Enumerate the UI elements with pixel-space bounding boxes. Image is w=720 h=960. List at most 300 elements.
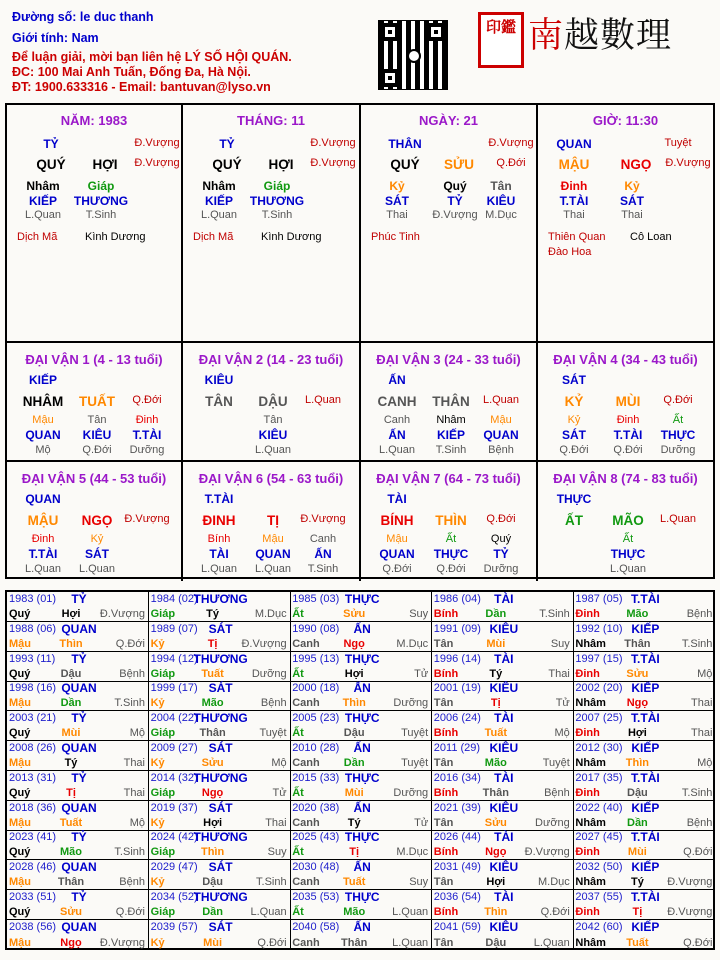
heavenly-stem: MẬU xyxy=(558,157,590,172)
growth-stage: Suy xyxy=(409,608,429,620)
annual-cell xyxy=(149,801,291,831)
earthly-branch: THÌN xyxy=(435,513,467,528)
annual-cell xyxy=(432,860,574,890)
status-label: Đ.Vượng xyxy=(665,157,711,169)
gender-line: Giới tính: Nam xyxy=(12,31,99,45)
growth-stage: Bệnh xyxy=(119,876,145,889)
hidden-stem: Bính xyxy=(207,533,231,545)
star-label: Dịch Mã xyxy=(17,231,58,243)
chart-grid xyxy=(5,103,715,579)
red-seal-icon: 印鑑 xyxy=(478,12,524,68)
year-label: 1995 (13) xyxy=(292,652,340,665)
earthly-branch: THÂN xyxy=(432,394,470,409)
star-label: Cô Loan xyxy=(630,231,672,243)
status-label: Đ.Vượng xyxy=(134,157,180,169)
god-label: SÁT xyxy=(208,919,233,934)
god-label: THƯƠNG xyxy=(193,711,248,726)
annual-cell xyxy=(7,741,149,771)
growth-stage: Bệnh xyxy=(119,667,145,680)
growth-stage: Q.Đới xyxy=(683,846,713,859)
year-branch: Hợi xyxy=(486,876,506,889)
star-label: Thiên Quan xyxy=(548,231,606,243)
growth-stage: L.Quan xyxy=(378,444,416,456)
hidden-stem: Tân xyxy=(87,414,107,426)
annual-cell xyxy=(432,920,574,950)
growth-stage: L.Quan xyxy=(609,563,647,575)
growth-stage: Thai xyxy=(548,667,570,680)
year-stem: Canh xyxy=(292,936,320,949)
growth-stage: Đ.Vượng xyxy=(99,936,145,949)
growth-stage: T.Sinh xyxy=(256,876,287,889)
growth-stage: L.Quan xyxy=(24,563,62,575)
year-branch: Tị xyxy=(632,906,643,918)
growth-stage: Thai xyxy=(690,727,713,740)
growth-stage: Dưỡng xyxy=(129,444,165,456)
annual-cell xyxy=(573,890,715,920)
growth-stage: Q.Đới xyxy=(382,563,412,575)
hidden-god: QUAN xyxy=(25,428,61,442)
status-label: Q.Đới xyxy=(496,157,526,169)
growth-stage: Q.Đới xyxy=(82,444,112,456)
heavenly-stem: QUÝ xyxy=(212,157,242,172)
annual-cell xyxy=(149,771,291,801)
growth-stage: L.Quan xyxy=(254,563,292,575)
year-branch: Mão xyxy=(626,608,649,620)
god-label: SÁT xyxy=(208,681,233,696)
year-branch: Tuất xyxy=(484,727,507,740)
god-label: QUAN xyxy=(61,919,97,934)
annual-cell xyxy=(149,622,291,652)
year-stem: Giáp xyxy=(150,906,176,918)
annual-cell xyxy=(7,622,149,652)
dai-van-title: ĐẠI VẬN 7 (64 - 73 tuổi) xyxy=(376,471,521,486)
year-label: 2035 (53) xyxy=(292,891,340,903)
year-label: 2031 (49) xyxy=(433,861,481,874)
year-branch: Mão xyxy=(343,906,366,918)
annual-cell xyxy=(432,801,574,831)
brand-logo: 南越數理 xyxy=(528,16,673,56)
year-label: 1986 (04) xyxy=(433,593,481,605)
god-label: QUAN xyxy=(61,621,97,636)
growth-stage: Thai xyxy=(563,209,585,221)
growth-stage: Mộ xyxy=(554,727,570,740)
growth-stage: Thai xyxy=(690,697,713,710)
hidden-god: THỰC xyxy=(433,547,469,561)
year-branch: Ngọ xyxy=(485,846,507,859)
god-label: TỶ xyxy=(71,890,87,904)
year-stem: Quý xyxy=(9,727,31,740)
god-label: TÀI xyxy=(494,592,514,606)
growth-stage: T.Sinh xyxy=(114,846,145,859)
star-label: Dịch Mã xyxy=(193,231,234,243)
growth-stage: T.Sinh xyxy=(85,209,117,221)
heavenly-stem: KỶ xyxy=(564,394,584,409)
growth-stage: M.Dục xyxy=(396,637,429,650)
year-label: 1999 (17) xyxy=(150,682,198,695)
year-branch: Tuất xyxy=(342,876,366,889)
growth-stage: Đ.Vượng xyxy=(667,906,713,918)
year-label: 2015 (33) xyxy=(292,771,340,784)
heavenly-stem: QUÝ xyxy=(36,157,66,172)
year-stem: Ất xyxy=(292,786,304,799)
annual-cell xyxy=(290,771,432,801)
year-stem: Ất xyxy=(292,667,304,680)
growth-stage: T.Sinh xyxy=(261,209,293,221)
hidden-god: THƯƠNG xyxy=(249,194,305,208)
year-stem: Kỷ xyxy=(150,757,165,769)
year-branch: Mùi xyxy=(344,786,364,799)
heavenly-stem: QUÝ xyxy=(390,157,420,172)
star-label: Đào Hoa xyxy=(548,246,592,258)
growth-stage: Đ.Vượng xyxy=(432,209,478,221)
hidden-god: KIÊU xyxy=(486,194,516,208)
growth-stage: Thai xyxy=(621,209,643,221)
god-label: T.TÀI xyxy=(631,711,660,726)
growth-stage: T.Sinh xyxy=(435,444,467,456)
year-label: 1984 (02) xyxy=(150,593,198,605)
god-label: THỰC xyxy=(344,830,380,845)
year-stem: Quý xyxy=(9,906,31,918)
year-branch: Dậu xyxy=(343,727,365,740)
god-label: KIÊU xyxy=(489,621,519,636)
hidden-stem: Kỷ xyxy=(624,179,640,193)
year-label: 1987 (05) xyxy=(575,593,623,605)
year-label: 2036 (54) xyxy=(433,891,481,903)
star-label: Kình Dương xyxy=(85,231,146,243)
growth-stage: Đ.Vượng xyxy=(241,637,287,650)
annual-cell xyxy=(149,681,291,711)
growth-stage: L.Quan xyxy=(392,906,429,918)
god-label: THÂN xyxy=(388,137,422,151)
year-label: 1985 (03) xyxy=(292,593,340,605)
year-label: 1994 (12) xyxy=(150,652,198,665)
annual-cell xyxy=(290,741,432,771)
year-label: 2000 (18) xyxy=(292,682,340,695)
year-label: 2023 (41) xyxy=(9,831,57,844)
annual-cell xyxy=(432,890,574,920)
growth-stage: Dưỡng xyxy=(393,697,429,710)
dai-van-box xyxy=(183,343,361,462)
year-stem: Nhâm xyxy=(575,936,606,949)
growth-stage: M.Dục xyxy=(538,876,570,889)
hidden-stem: Ất xyxy=(672,414,684,426)
year-stem: Kỷ xyxy=(150,936,165,949)
year-label: 2008 (26) xyxy=(9,742,57,754)
year-stem: Kỷ xyxy=(150,816,165,829)
growth-stage: T.Sinh xyxy=(681,786,713,799)
dai-van-box xyxy=(538,462,713,581)
god-label: THỰC xyxy=(344,890,380,904)
address-line: ĐC: 100 Mai Anh Tuấn, Đống Đa, Hà Nội. xyxy=(12,65,251,79)
god-label: TÀI xyxy=(494,890,514,904)
growth-stage: Tử xyxy=(555,697,570,710)
hidden-stem: Tân xyxy=(263,414,283,426)
god-label: T.TÀI xyxy=(204,492,234,506)
year-branch: Thìn xyxy=(625,757,649,769)
year-stem: Mậu xyxy=(9,637,31,650)
year-branch: Tị xyxy=(66,786,76,799)
year-label: 2005 (23) xyxy=(292,712,340,725)
year-branch: Tuất xyxy=(201,667,224,680)
year-branch: Dậu xyxy=(202,876,223,889)
year-stem: Tân xyxy=(433,697,454,710)
god-label: T.TÀI xyxy=(631,830,660,845)
hidden-god: T.TÀI xyxy=(613,428,643,442)
year-branch: Hợi xyxy=(61,608,81,620)
god-label: T.TÀI xyxy=(631,770,660,785)
year-stem: Mậu xyxy=(9,876,31,889)
heavenly-stem: ẤT xyxy=(565,513,583,528)
god-label: KIÊU xyxy=(489,860,519,875)
hidden-stem: Đinh xyxy=(31,533,55,545)
year-branch: Tý xyxy=(347,816,361,829)
annual-cell xyxy=(149,860,291,890)
year-stem: Mậu xyxy=(9,816,31,829)
year-label: 2020 (38) xyxy=(292,801,340,814)
year-stem: Giáp xyxy=(150,846,176,859)
growth-stage: L.Quan xyxy=(200,209,238,221)
status-label: Đ.Vượng xyxy=(310,157,356,169)
year-label: 2041 (59) xyxy=(433,920,481,933)
status-label: Đ.Vượng xyxy=(300,513,346,525)
god-label: KIÊU xyxy=(489,681,519,696)
year-stem: Bính xyxy=(433,727,459,740)
growth-stage: Đ.Vượng xyxy=(524,846,570,859)
growth-stage: Q.Đới xyxy=(540,906,570,918)
god-label: KIẾP xyxy=(631,741,660,755)
annual-cell xyxy=(149,741,291,771)
year-branch: Sửu xyxy=(201,757,224,769)
year-branch: Tị xyxy=(490,697,501,710)
heavenly-stem: BÍNH xyxy=(380,513,414,528)
growth-stage: Dưỡng xyxy=(660,444,696,456)
god-label: TỶ xyxy=(43,137,59,151)
dai-van-box xyxy=(7,343,183,462)
pillar-title: NĂM: 1983 xyxy=(60,113,128,128)
growth-stage: Bệnh xyxy=(260,697,287,710)
growth-stage: L.Quan xyxy=(78,563,116,575)
god-label: KIẾP xyxy=(631,800,660,815)
year-branch: Mão xyxy=(60,846,82,859)
heavenly-stem: MẬU xyxy=(27,513,59,528)
status-label: Đ.Vượng xyxy=(134,137,180,149)
hidden-stem: Đinh xyxy=(135,414,159,426)
year-branch: Sửu xyxy=(59,906,83,918)
year-branch: Tị xyxy=(349,846,360,859)
growth-stage: Tử xyxy=(414,667,429,680)
annual-cell xyxy=(432,652,574,682)
god-label: THƯƠNG xyxy=(193,651,248,666)
growth-stage: Thai xyxy=(123,757,145,769)
growth-stage: Thai xyxy=(123,786,145,799)
year-label: 2037 (55) xyxy=(575,891,623,903)
hidden-stem: Mậu xyxy=(262,533,284,545)
year-label: 2021 (39) xyxy=(433,801,481,814)
hidden-stem: Quý xyxy=(443,179,467,193)
god-label: THỰC xyxy=(344,651,380,666)
annual-cell xyxy=(573,681,715,711)
growth-stage: Mộ xyxy=(35,444,51,456)
growth-stage: Đ.Vượng xyxy=(667,876,713,889)
god-label: KIẾP xyxy=(631,860,660,875)
year-label: 2040 (58) xyxy=(292,920,340,933)
hidden-god: THỰC xyxy=(660,428,696,442)
god-label: KIẾP xyxy=(631,681,660,696)
god-label: SÁT xyxy=(208,800,233,815)
year-branch: Tý xyxy=(206,608,220,620)
year-stem: Bính xyxy=(433,906,459,918)
year-branch: Thìn xyxy=(200,846,225,859)
god-label: TỶ xyxy=(71,830,87,845)
growth-stage: Dưỡng xyxy=(535,816,570,829)
year-label: 2039 (57) xyxy=(150,920,198,933)
god-label: ẤN xyxy=(353,741,371,755)
god-label: ẤN xyxy=(353,860,371,875)
year-label: 1996 (14) xyxy=(433,652,481,665)
growth-stage: T.Sinh xyxy=(539,608,570,620)
year-stem: Canh xyxy=(292,816,320,829)
year-branch: Mùi xyxy=(203,936,223,949)
star-label: Phúc Tinh xyxy=(371,231,420,243)
growth-stage: L.Quan xyxy=(533,936,570,949)
growth-stage: Thai xyxy=(386,209,408,221)
god-label: TỶ xyxy=(71,770,87,785)
heavenly-stem: NHÂM xyxy=(22,394,64,409)
hidden-god: KIÊU xyxy=(82,428,112,442)
hidden-god: ẤN xyxy=(388,428,406,442)
year-stem: Nhâm xyxy=(575,816,606,829)
growth-stage: Q.Đới xyxy=(613,444,643,456)
hidden-stem: Canh xyxy=(309,533,337,545)
pillar-title: THÁNG: 11 xyxy=(237,113,305,128)
year-label: 2007 (25) xyxy=(575,712,623,725)
year-label: 2013 (31) xyxy=(9,771,57,784)
hidden-god: KIẾP xyxy=(436,428,466,442)
god-label: TỶ xyxy=(71,711,87,726)
earthly-branch: NGỌ xyxy=(620,157,652,172)
god-label: QUAN xyxy=(25,492,61,506)
year-label: 2034 (52) xyxy=(150,891,198,903)
year-stem: Kỷ xyxy=(150,876,165,889)
year-branch: Sửu xyxy=(484,816,507,829)
god-label: THỰC xyxy=(344,592,380,606)
qr-code[interactable] xyxy=(378,20,448,90)
dai-van-title: ĐẠI VẬN 4 (34 - 43 tuổi) xyxy=(553,352,698,367)
year-stem: Tân xyxy=(433,637,454,650)
year-stem: Đinh xyxy=(575,786,600,799)
annual-cell xyxy=(290,622,432,652)
heavenly-stem: ĐINH xyxy=(202,513,236,528)
year-stem: Quý xyxy=(9,667,31,680)
hidden-god: KIẾP xyxy=(204,194,234,208)
hidden-god: TỶ xyxy=(493,547,509,561)
year-label: 2029 (47) xyxy=(150,861,198,874)
year-stem: Ất xyxy=(292,846,304,859)
god-label: ẤN xyxy=(353,681,371,696)
god-label: KIÊU xyxy=(489,919,519,934)
year-branch: Tý xyxy=(489,667,503,680)
annual-cell xyxy=(7,711,149,741)
dai-van-title: ĐẠI VẬN 3 (24 - 33 tuổi) xyxy=(376,352,521,367)
earthly-branch: TỊ xyxy=(267,513,279,528)
year-branch: Sửu xyxy=(343,608,366,620)
hidden-stem: Ất xyxy=(445,533,457,545)
hidden-god: SÁT xyxy=(85,547,109,561)
annual-cell xyxy=(432,741,574,771)
pillar-title: NGÀY: 21 xyxy=(419,113,478,128)
year-label: 2004 (22) xyxy=(150,712,198,725)
annual-cell xyxy=(149,890,291,920)
year-stem: Nhâm xyxy=(575,757,606,769)
year-label: 2019 (37) xyxy=(150,801,198,814)
year-stem: Canh xyxy=(292,697,320,710)
hidden-god: KIÊU xyxy=(258,428,288,442)
year-label: 2014 (32) xyxy=(150,771,198,784)
status-label: Đ.Vượng xyxy=(488,137,534,149)
god-label: QUAN xyxy=(61,860,97,875)
year-branch: Tý xyxy=(64,757,78,769)
god-label: SÁT xyxy=(208,860,233,875)
growth-stage: Tuyệt xyxy=(259,727,287,740)
hidden-god: T.TÀI xyxy=(559,194,589,208)
year-label: 1992 (10) xyxy=(575,622,623,635)
growth-stage: Mộ xyxy=(697,757,713,769)
year-branch: Dậu xyxy=(60,667,82,680)
earthly-branch: DẬU xyxy=(258,394,288,409)
god-label: QUAN xyxy=(61,741,97,755)
year-stem: Mậu xyxy=(9,936,31,949)
year-label: 1991 (09) xyxy=(433,622,481,635)
dai-van-box xyxy=(183,462,361,581)
year-label: 1988 (06) xyxy=(9,622,57,635)
god-label: ẤN xyxy=(353,800,371,815)
year-stem: Bính xyxy=(433,846,459,859)
year-branch: Dậu xyxy=(485,936,507,949)
year-stem: Mậu xyxy=(9,697,31,710)
annual-cell xyxy=(432,681,574,711)
god-label: SÁT xyxy=(562,373,586,387)
earthly-branch: MÙI xyxy=(615,394,641,409)
god-label: TÀI xyxy=(387,492,407,506)
dai-van-title: ĐẠI VẬN 2 (14 - 23 tuổi) xyxy=(198,352,344,367)
annual-cell xyxy=(290,860,432,890)
year-stem: Đinh xyxy=(575,846,600,859)
year-stem: Quý xyxy=(9,608,31,620)
hidden-god: QUAN xyxy=(483,428,519,442)
growth-stage: Q.Đới xyxy=(683,936,713,949)
god-label: T.TÀI xyxy=(631,651,660,666)
year-label: 2016 (34) xyxy=(433,771,481,784)
growth-stage: Dưỡng xyxy=(483,563,519,575)
year-branch: Ngọ xyxy=(60,936,82,949)
annual-cell xyxy=(573,652,715,682)
hidden-god: TỶ xyxy=(447,194,463,208)
year-label: 2006 (24) xyxy=(433,712,481,725)
annual-cell xyxy=(432,771,574,801)
earthly-branch: SỬU xyxy=(444,157,474,172)
year-branch: Dậu xyxy=(627,786,648,799)
year-stem: Đinh xyxy=(575,727,600,740)
year-label: 2025 (43) xyxy=(292,831,340,844)
annual-cell xyxy=(573,801,715,831)
growth-stage: M.Dục xyxy=(254,608,287,620)
year-stem: Nhâm xyxy=(575,637,606,650)
year-stem: Giáp xyxy=(150,786,176,799)
growth-stage: Suy xyxy=(409,876,429,889)
growth-stage: Bệnh xyxy=(686,816,713,829)
year-label: 2002 (20) xyxy=(575,682,623,695)
dai-van-title: ĐẠI VẬN 6 (54 - 63 tuổi) xyxy=(198,471,344,486)
